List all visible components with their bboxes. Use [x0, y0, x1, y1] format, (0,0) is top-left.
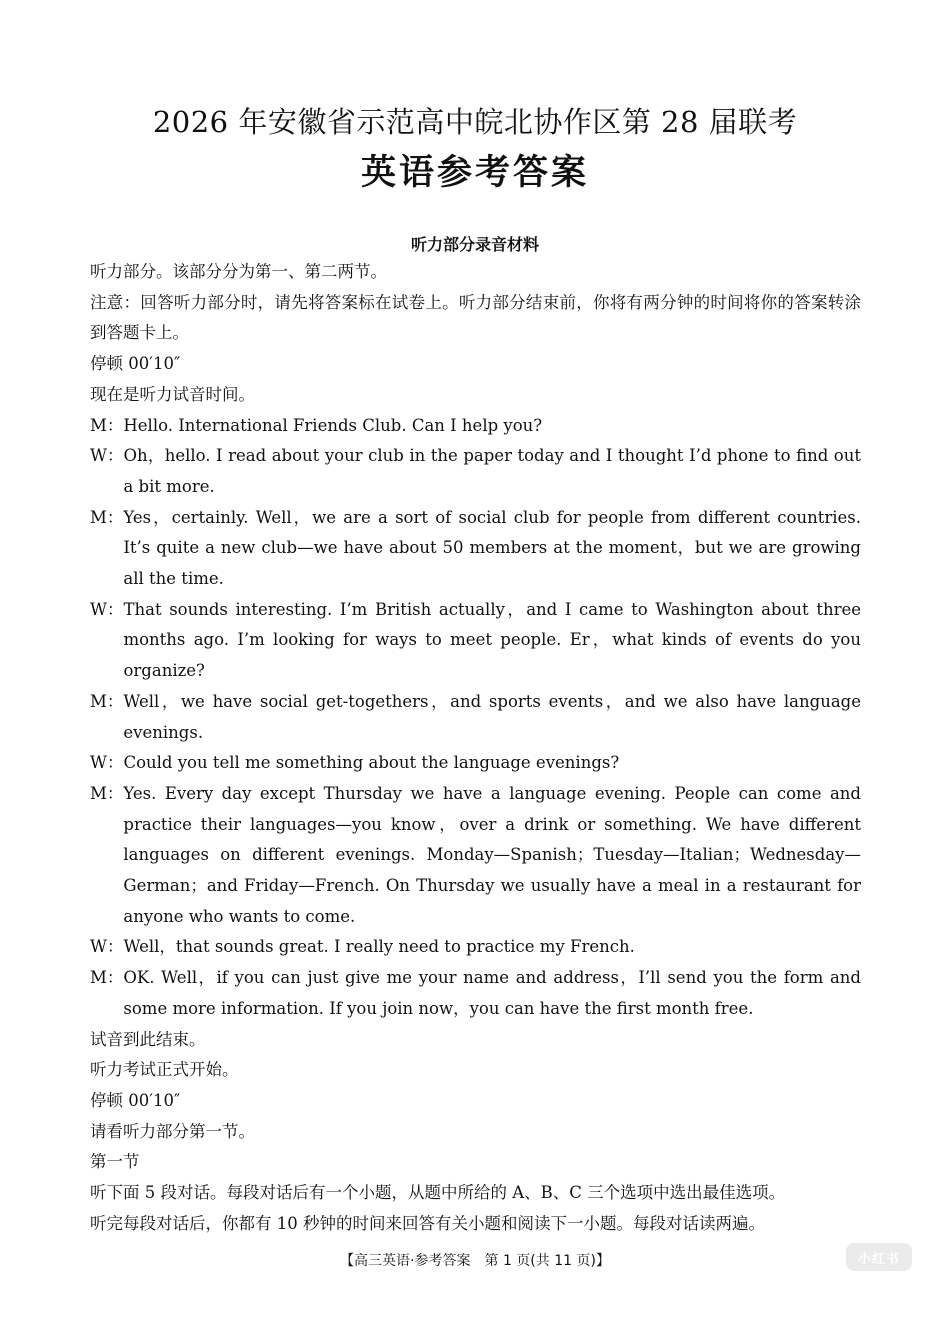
speaker-label: W： — [90, 753, 124, 773]
dialogue-line — [90, 595, 861, 687]
utterance-text: Yes，certainly. Well，we are a sort of social club for people from different countries. It’s quite a new club—we have about 50 members at the moment，but we are growing all the time. — [123, 507, 861, 589]
speaker-label: M： — [90, 968, 124, 988]
section-label: 第一节 — [90, 1152, 140, 1172]
section-heading: 听力部分录音材料 — [410, 235, 539, 254]
utterance-text: Well，that sounds great. I really need to practice my French. — [123, 937, 635, 957]
dialogue-line — [90, 503, 861, 595]
trial-start-line: 现在是听力试音时间。 — [90, 384, 255, 404]
speaker-label: W： — [90, 446, 124, 466]
speaker-label: M： — [90, 691, 124, 711]
trial-end-line: 试音到此结束。 — [90, 1029, 206, 1049]
utterance-text: Could you tell me something about the language evenings? — [123, 753, 620, 773]
speaker-label: W： — [90, 599, 124, 619]
exam-title: 2026 年安徽省示范高中皖北协作区第 28 届联考 — [152, 105, 798, 139]
utterance-text: Yes. Every day except Thursday we have a language evening. People can come and practice their languages—you know，over a drink or something. We have different languages on different evenings. Monday—Spanish；Tuesday—Italian；Wednesday—German；and Friday—French. On Thursday we usually have a meal in a restaurant for anyone who wants to come. — [123, 783, 861, 926]
exam-start-line: 听力考试正式开始。 — [90, 1060, 239, 1080]
pause-marker: 停顿 00′10″ — [90, 1090, 181, 1110]
dialogue-line — [90, 687, 861, 748]
dialogue-line — [90, 441, 861, 502]
dialogue-line — [90, 963, 861, 1024]
dialogue-line — [90, 779, 861, 933]
utterance-text: Well，we have social get-togethers，and sports events，and we also have language evenings. — [123, 691, 861, 742]
instruction-line: 听完每段对话后，你都有 10 秒钟的时间来回答有关小题和阅读下一小题。每段对话读两遍。 — [90, 1213, 765, 1233]
speaker-label: W： — [90, 937, 124, 957]
watermark-logo: 小红书 — [846, 1243, 912, 1271]
answer-key-title: 英语参考答案 — [360, 153, 589, 193]
dialogue-line — [90, 411, 861, 442]
instruction-line: 听下面 5 段对话。每段对话后有一个小题，从题中所给的 A、B、C 三个选项中选出最佳选项。 — [90, 1183, 786, 1203]
dialogue-line — [90, 748, 861, 779]
page-footer: 【高三英语·参考答案 第 1 页(共 11 页)】 — [340, 1253, 610, 1269]
see-section-line: 请看听力部分第一节。 — [90, 1121, 255, 1141]
transcript-body — [90, 257, 861, 1240]
dialogue-line — [90, 932, 861, 963]
pause-marker: 停顿 00′10″ — [90, 354, 181, 374]
speaker-label: M： — [90, 507, 124, 527]
intro-line: 听力部分。该部分分为第一、第二两节。 — [90, 262, 387, 281]
utterance-text: Oh，hello. I read about your club in the paper today and I thought I’d phone to find out a bit more. — [123, 446, 861, 496]
utterance-text: OK. Well，if you can just give me your name and address，I’ll send you the form and some more information. If you join now，you can have the first month free. — [123, 968, 861, 1018]
speaker-label: M： — [90, 783, 124, 803]
notice-paragraph: 注意：回答听力部分时，请先将答案标在试卷上。听力部分结束前，你将有两分钟的时间将你的答案转涂到答题卡上。 — [90, 292, 861, 343]
utterance-text: That sounds interesting. I’m British actually，and I came to Washington about three months ago. I’m looking for ways to meet people. Er，what kinds of events do you organize? — [123, 599, 861, 681]
speaker-label: M： — [90, 415, 124, 435]
utterance-text: Hello. International Friends Club. Can I help you? — [123, 415, 543, 435]
